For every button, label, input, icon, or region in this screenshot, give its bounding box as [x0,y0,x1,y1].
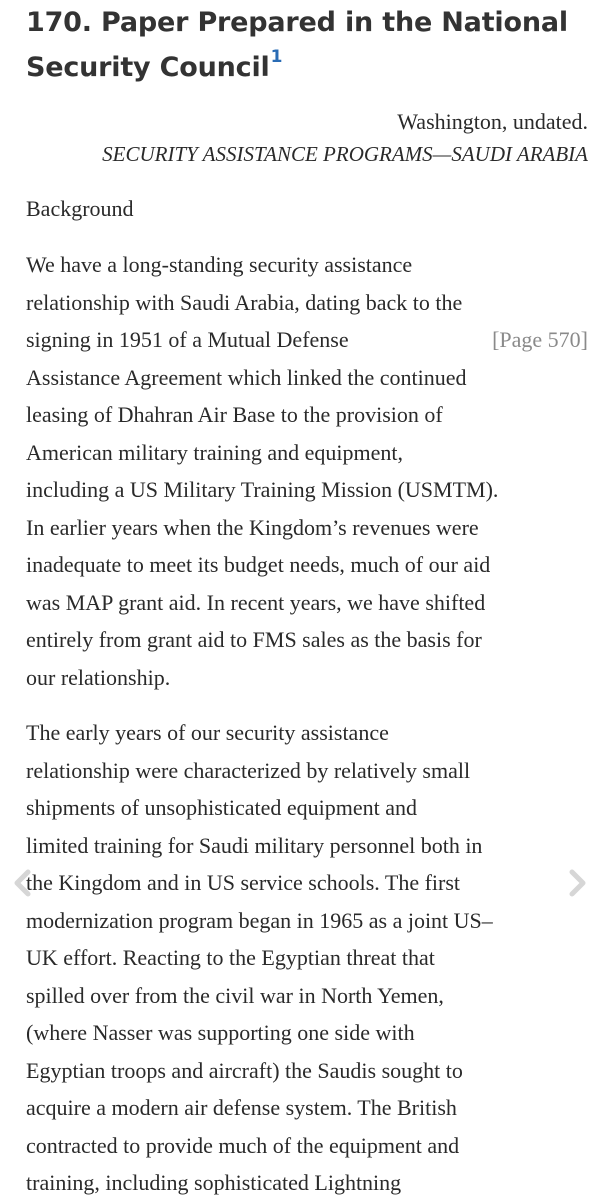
paragraph-2 [26,714,588,1202]
paragraph-line: Egyptian troops and aircraft) the Saudis sought to [26,1057,463,1083]
paragraph-line: American military training and equipment, [26,439,403,465]
paragraph-line: UK effort. Reacting to the Egyptian threat that [26,945,435,970]
paragraph-line: training, including sophisticated Lightning [26,1170,402,1195]
title-line-1: 170. Paper Prepared in the National [26,7,568,38]
chevron-right-icon [562,868,592,898]
paragraph-line: shipments of unsophisticated equipment and [26,795,418,820]
paragraph-line: The early years of our security assistance [26,720,389,745]
section-label: Background [26,196,134,221]
paragraph-line: modernization program began in 1965 as a joint US– [26,907,493,933]
dateline: Washington, undated. [397,109,588,134]
paragraph-line: our relationship. [26,664,171,690]
paragraph-line: We have a long-standing security assistance [26,252,413,277]
paragraph-line: Assistance Agreement which linked the continued [26,364,467,390]
document-title [26,0,588,90]
paragraph-line: including a US Military Training Mission (USMTM). [26,477,499,502]
paragraph-line: In earlier years when the Kingdom’s revenues were [26,514,479,540]
chevron-left-icon [8,868,38,898]
paragraph-line: inadequate to meet its budget needs, much of our aid [26,552,491,577]
paragraph-line: leasing of Dhahran Air Base to the provision of [26,402,443,427]
paragraph-line: was MAP grant aid. In recent years, we have shifted [26,589,486,615]
title-line-2 [26,45,588,90]
paragraph-line: relationship were characterized by relatively small [26,757,471,783]
paragraph-line: limited training for Saudi military personnel both in [26,832,483,858]
paragraph-line-text: signing in 1951 of a Mutual Defense [26,327,349,352]
paragraph-line: contracted to provide much of the equipment and [26,1132,460,1158]
paragraph-line: entirely from grant aid to FMS sales as the basis for [26,627,482,652]
document-subhead: SECURITY ASSISTANCE PROGRAMS—SAUDI ARABIA [102,142,588,166]
paragraph-line: relationship with Saudi Arabia, dating back to the [26,289,463,315]
title-line-2-text: Security Council [26,52,270,83]
paragraph-line: spilled over from the civil war in North Yemen, [26,982,444,1008]
next-page-button[interactable] [562,868,592,898]
paragraph-1 [26,246,588,696]
page-ref-link[interactable]: [Page 570] [492,327,588,352]
footnote-link[interactable]: 1 [270,47,283,67]
document-page [26,0,588,1202]
paragraph-line: (where Nasser was supporting one side with [26,1020,415,1045]
paragraph-line [26,321,588,359]
previous-page-button[interactable] [8,868,38,898]
paragraph-line: the Kingdom and in US service schools. The first [26,870,461,895]
paragraph-line: acquire a modern air defense system. The British [26,1095,457,1120]
